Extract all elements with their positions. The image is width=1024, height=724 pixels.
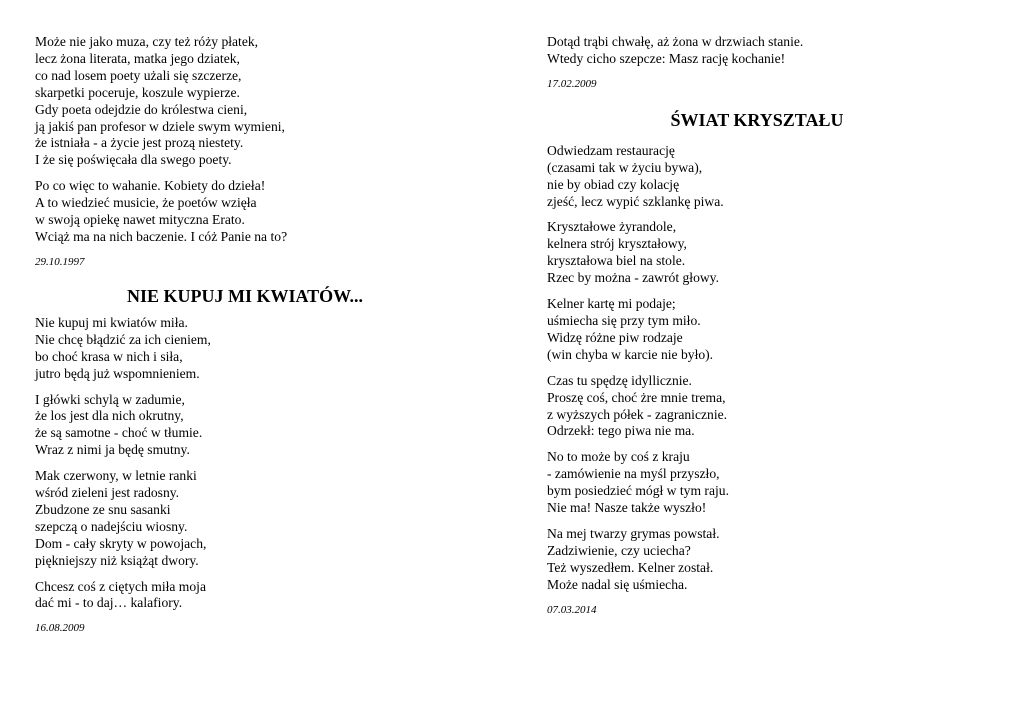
verse-line: kryształowa biel na stole. xyxy=(547,253,686,269)
stanza xyxy=(547,449,967,517)
verse-line: Proszę coś, choć żre mnie trema, xyxy=(547,389,726,405)
verse-line: Może nie jako muza, czy też róży płatek, xyxy=(35,34,259,49)
stanza xyxy=(35,579,455,613)
verse-line: uśmiecha się przy tym miło. xyxy=(547,312,701,328)
verse-line: bym posiedzieć mógł w tym raju. xyxy=(547,483,729,499)
verse-line: jutro będą już wspomnieniem. xyxy=(35,365,200,381)
verse-line: piękniejszy niż książąt dwory. xyxy=(35,552,199,568)
stanza xyxy=(35,392,455,460)
verse-line: Wtedy cicho szepcze: Masz rację kochanie! xyxy=(547,50,786,66)
stanza xyxy=(547,34,967,68)
poem-title: ŚWIAT KRYSZTAŁU xyxy=(670,109,844,130)
poem-date: 07.03.2014 xyxy=(547,603,597,616)
verse-line: Może nadal się uśmiecha. xyxy=(547,576,688,592)
verse-line: zjeść, lecz wypić szklankę piwa. xyxy=(547,193,724,209)
verse-line: - zamówienie na myśl przyszło, xyxy=(547,466,720,482)
verse-line: Dotąd trąbi chwałę, aż żona w drzwiach stanie. xyxy=(547,34,804,49)
poem-continued xyxy=(547,34,967,91)
verse-line: Rzec by można - zawrót głowy. xyxy=(547,270,719,286)
poem-date: 29.10.1997 xyxy=(35,255,85,268)
left-column xyxy=(35,34,455,635)
verse-line: Odwiedzam restaurację xyxy=(547,142,675,158)
verse-line: co nad losem poety użali się szczerze, xyxy=(35,67,242,83)
verse-line: (czasami tak w życiu bywa), xyxy=(547,159,703,175)
poem-nie-kupuj-mi-kwiatow xyxy=(35,285,455,636)
verse-line: Dom - cały skryty w powojach, xyxy=(35,535,207,551)
verse-line: Mak czerwony, w letnie ranki xyxy=(35,468,197,484)
verse-line: lecz żona literata, matka jego dziatek, xyxy=(35,50,240,66)
verse-line: A to wiedzieć musicie, że poetów wzięła xyxy=(35,195,257,211)
stanza xyxy=(547,143,967,211)
verse-line: Wraz z nimi ja będę smutny. xyxy=(35,442,190,458)
verse-line: Gdy poeta odejdzie do królestwa cieni, xyxy=(35,101,248,117)
verse-line: I główki schylą w zadumie, xyxy=(35,391,185,407)
verse-line: szepczą o nadejściu wiosny. xyxy=(35,518,188,534)
stanza xyxy=(547,296,967,364)
verse-line: Odrzekł: tego piwa nie ma. xyxy=(547,423,695,439)
poem-date: 17.02.2009 xyxy=(547,77,597,90)
verse-line: Na mej twarzy grymas powstał. xyxy=(547,525,720,541)
verse-line: kelnera strój kryształowy, xyxy=(547,236,687,252)
verse-line: że los jest dla nich okrutny, xyxy=(35,408,184,424)
stanza xyxy=(547,526,967,594)
verse-line: skarpetki poceruje, koszule wypierze. xyxy=(35,84,240,100)
poem-date: 16.08.2009 xyxy=(35,622,85,635)
verse-line: Zbudzone ze snu sasanki xyxy=(35,501,171,517)
stanza xyxy=(547,373,967,441)
verse-line: ją jakiś pan profesor w dziele swym wymieni, xyxy=(35,118,285,134)
verse-line: że istniała - a życie jest prozą niestety. xyxy=(35,135,244,151)
verse-line: wśród zieleni jest radosny. xyxy=(35,485,180,501)
verse-line: Nie ma! Nasze także wyszło! xyxy=(547,500,707,516)
verse-line: No to może by coś z kraju xyxy=(547,449,690,465)
verse-line: Po co więc to wahanie. Kobiety do dzieła! xyxy=(35,178,266,194)
verse-line: Zadziwienie, czy uciecha? xyxy=(547,542,691,558)
right-column xyxy=(547,34,967,617)
poem-title: NIE KUPUJ MI KWIATÓW... xyxy=(126,285,364,306)
stanza xyxy=(35,468,455,569)
stanza xyxy=(35,315,455,383)
verse-line: Chcesz coś z ciętych miła moja xyxy=(35,578,206,594)
poem-swiat-krysztalu xyxy=(547,109,967,617)
verse-line: z wyższych półek - zagranicznie. xyxy=(547,406,728,422)
verse-line: Nie kupuj mi kwiatów miła. xyxy=(35,314,188,330)
verse-line: (win chyba w karcie nie było). xyxy=(547,346,714,362)
verse-line: dać mi - to daj… kalafiory. xyxy=(35,595,183,611)
verse-line: Kelner kartę mi podaje; xyxy=(547,296,676,312)
verse-line: Kryształowe żyrandole, xyxy=(547,219,677,235)
verse-line: Widzę różne piw rodzaje xyxy=(547,329,683,345)
stanza xyxy=(547,219,967,287)
verse-line: Wciąż ma na nich baczenie. I cóż Panie na to? xyxy=(35,228,288,244)
verse-line: I że się poświęcała dla swego poety. xyxy=(35,152,232,168)
stanza xyxy=(35,178,455,246)
verse-line: Czas tu spędzę idyllicznie. xyxy=(547,372,692,388)
verse-line: nie by obiad czy kolację xyxy=(547,176,680,192)
verse-line: Też wyszedłem. Kelner został. xyxy=(547,559,714,575)
verse-line: Nie chcę błądzić za ich cieniem, xyxy=(35,331,211,347)
stanza xyxy=(35,34,455,169)
verse-line: że są samotne - choć w tłumie. xyxy=(35,425,203,441)
verse-line: w swoją opiekę nawet mityczna Erato. xyxy=(35,212,245,228)
poem-continued xyxy=(35,34,455,269)
verse-line: bo choć krasa w nich i siła, xyxy=(35,348,183,364)
